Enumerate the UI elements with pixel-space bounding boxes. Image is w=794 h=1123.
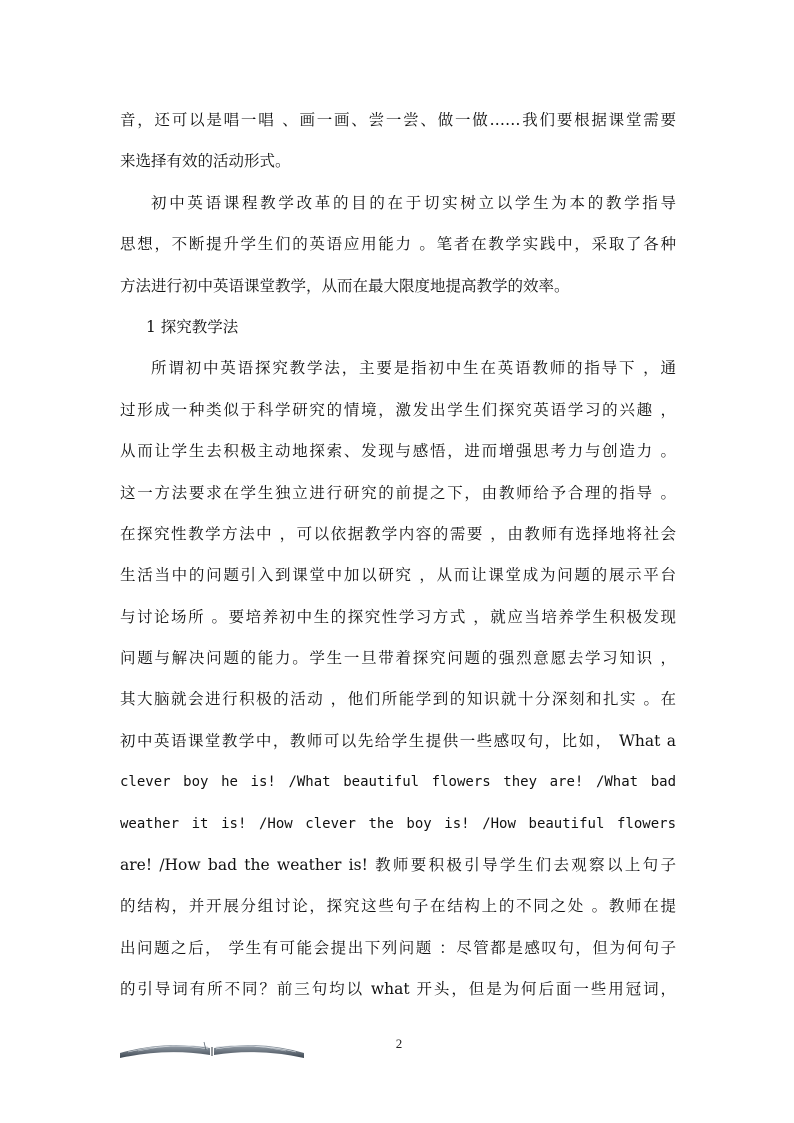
- body-text: [120, 100, 676, 1011]
- text-line: 问题与解决问题的能力。学生一旦带着探究问题的强烈意愿去学习知识 ，: [120, 649, 676, 668]
- text-line: clever boy he is! /What beautiful flowers they are! /What bad: [120, 774, 676, 791]
- text-line: 生活当中的问题引入到课堂中加以研究 ，从而让课堂成为问题的展示平台: [120, 566, 676, 585]
- text-line: 方法进行初中英语课堂教学，从而在最大限度地提高教学的效率。: [120, 276, 570, 295]
- text-line: 其大脑就会进行积极的活动 ，他们所能学到的知识就十分深刻和扎实 。在: [120, 690, 676, 709]
- open-book-icon: [118, 1036, 306, 1058]
- text-line: 在探究性教学方法中 ，可以依据教学内容的需要 ，由教师有选择地将社会: [120, 524, 676, 543]
- text-line: 出问题之后， 学生有可能会提出下列问题 ：尽管都是感叹句，但为何句子: [120, 938, 676, 957]
- section-heading: 1 探究教学法: [146, 317, 239, 336]
- text-line: 初中英语课堂教学中，教师可以先给学生提供一些感叹句，比如， What a: [120, 731, 676, 750]
- text-line: 来选择有效的活动形式。: [120, 152, 291, 171]
- text-line: 思想，不断提升学生们的英语应用能力 。笔者在教学实践中，采取了各种: [120, 235, 676, 254]
- text-line: are! /How bad the weather is! 教师要积极引导学生们去观察以上句子: [120, 856, 676, 875]
- text-line: 从而让学生去积极主动地探索、发现与感悟，进而增强思考力与创造力 。: [120, 442, 676, 461]
- text-line: 所谓初中英语探究教学法，主要是指初中生在英语教师的指导下 ，通: [151, 359, 676, 378]
- text-line: 的引导词有所不同？前三句均以 what 开头，但是为何后面一些用冠词，: [120, 980, 676, 999]
- text-line: 的结构，并开展分组讨论，探究这些句子在结构上的不同之处 。教师在提: [120, 897, 676, 916]
- text-line: 过形成一种类似于科学研究的情境，激发出学生们探究英语学习的兴趣 ，: [120, 400, 676, 419]
- text-line: 这一方法要求在学生独立进行研究的前提之下，由教师给予合理的指导 。: [120, 483, 676, 502]
- page-number: 2: [395, 1036, 403, 1051]
- text-line: 与讨论场所 。要培养初中生的探究性学习方式 ，就应当培养学生积极发现: [120, 607, 676, 626]
- text-line: weather it is! /How clever the boy is! /How beautiful flowers: [120, 815, 676, 832]
- text-line: 音，还可以是唱一唱 、画一画、尝一尝、做一做……我们要根据课堂需要: [120, 111, 676, 129]
- text-line: 初中英语课程教学改革的目的在于切实树立以学生为本的教学指导: [151, 193, 676, 212]
